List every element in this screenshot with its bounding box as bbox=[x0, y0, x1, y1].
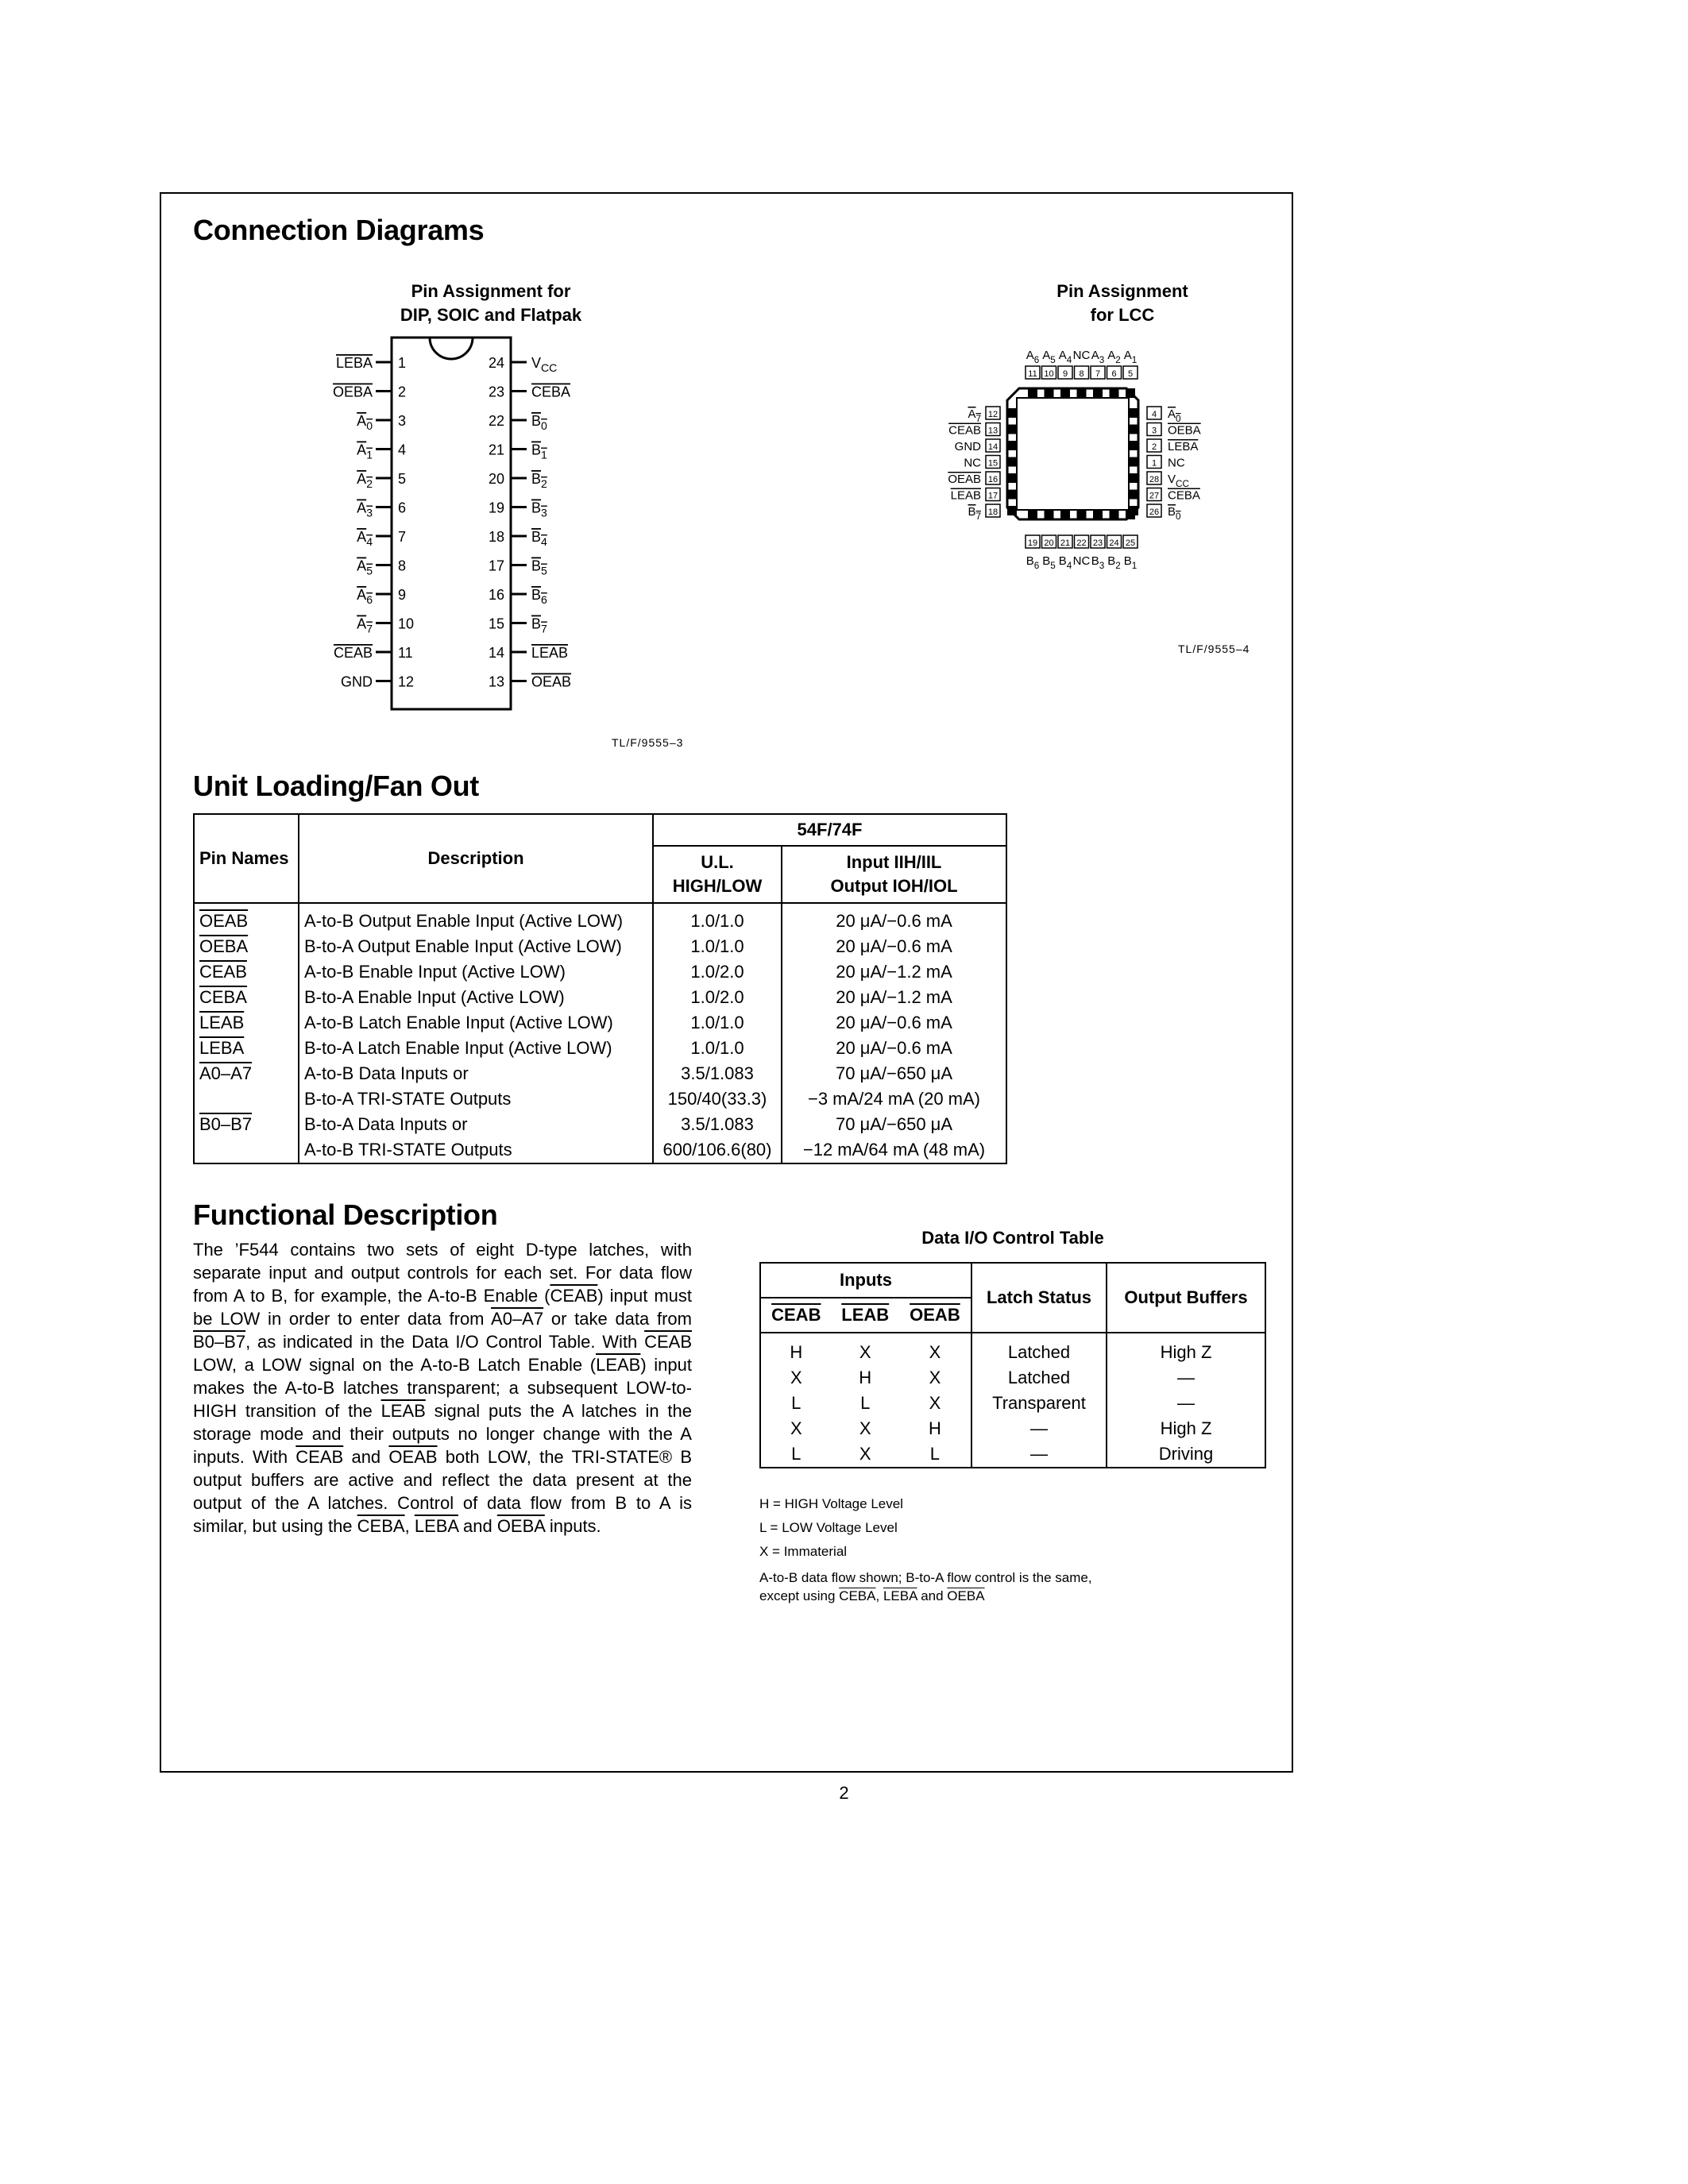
pin-label: $A_0$ bbox=[1168, 407, 1181, 424]
io-note-sep: , bbox=[875, 1588, 883, 1603]
table-row bbox=[194, 985, 1006, 1010]
data-io-control-table bbox=[759, 1262, 1266, 1468]
io-cell-leab: H bbox=[859, 1368, 872, 1387]
pin-label: NC bbox=[1168, 456, 1185, 470]
dip-pin-number: 17 bbox=[488, 558, 504, 574]
dip-pin-number: 22 bbox=[488, 413, 504, 429]
pin-label: $B_6$ bbox=[1026, 554, 1040, 571]
lcc-pad bbox=[1129, 408, 1138, 418]
io-cell-out: — bbox=[1107, 1365, 1265, 1391]
fd-signal-ceba: CEBA bbox=[357, 1516, 405, 1536]
dip-pin-number: 23 bbox=[488, 384, 504, 400]
pin-label: OEBA bbox=[1168, 423, 1201, 438]
lcc-pad bbox=[1007, 490, 1017, 500]
lcc-pin-number: 23 bbox=[1092, 538, 1103, 548]
cell-io: 20 μA/−1.2 mA bbox=[782, 985, 1006, 1010]
lcc-pin-number: 11 bbox=[1028, 369, 1037, 379]
cell-desc: B-to-A Data Inputs or bbox=[299, 1112, 653, 1137]
io-cell-ceab: L bbox=[760, 1441, 832, 1468]
table-row bbox=[194, 959, 1006, 985]
pin-label: $A_5$ bbox=[1042, 349, 1056, 365]
pin-label: $B_2$ bbox=[531, 471, 547, 490]
cell-pin: LEBA bbox=[194, 1036, 299, 1061]
col-unit-load bbox=[653, 846, 782, 903]
lcc-caption-line2: for LCC bbox=[1090, 305, 1155, 325]
pin-label: $A_2$ bbox=[357, 471, 373, 490]
pin-label: $B_7$ bbox=[968, 505, 981, 522]
cell-desc: A-to-B Data Inputs or bbox=[299, 1061, 653, 1086]
table-row bbox=[194, 903, 1006, 934]
lcc-pin-number: 26 bbox=[1149, 507, 1160, 517]
unit-loading-title: Unit Loading/Fan Out bbox=[193, 770, 479, 802]
table-row bbox=[760, 1365, 1265, 1391]
legend-immaterial: X = Immaterial bbox=[759, 1544, 848, 1559]
dip-caption bbox=[312, 280, 670, 327]
pin-label: GND bbox=[341, 673, 373, 690]
pin-label: $V_{CC}$ bbox=[1168, 473, 1189, 489]
io-cell-latch: — bbox=[971, 1416, 1107, 1441]
pin-label: $B_4$ bbox=[1058, 554, 1072, 571]
io-note-oeba: OEBA bbox=[947, 1588, 985, 1603]
fd-text-10: , bbox=[404, 1516, 415, 1536]
pin-label: CEAB bbox=[948, 423, 981, 438]
fd-text-2: ) input must be LOW in order to enter data from bbox=[193, 1286, 692, 1329]
cell-ul: 1.0/1.0 bbox=[653, 1010, 782, 1036]
legend-high: H = HIGH Voltage Level bbox=[759, 1496, 903, 1511]
io-cell-out: — bbox=[1107, 1391, 1265, 1416]
dip-right-pins bbox=[489, 355, 571, 690]
fd-signal-leba: LEBA bbox=[414, 1516, 458, 1536]
lcc-pin-number: 22 bbox=[1076, 538, 1087, 548]
io-note-text: except using bbox=[759, 1588, 840, 1603]
pin-label: $B_5$ bbox=[531, 558, 547, 577]
lcc-pin-number: 6 bbox=[1111, 369, 1117, 379]
io-cell-leab: X bbox=[859, 1418, 871, 1438]
fd-signal-leab: LEAB bbox=[596, 1355, 641, 1375]
io-cell-latch: Transparent bbox=[971, 1391, 1107, 1416]
pin-label: $A_6$ bbox=[1026, 349, 1040, 365]
pin-label: $A_7$ bbox=[357, 615, 373, 635]
lcc-pad bbox=[1077, 388, 1087, 398]
dip-pin-number: 11 bbox=[398, 645, 413, 661]
fd-text-11: and bbox=[458, 1516, 497, 1536]
dip-pin-number: 14 bbox=[488, 645, 504, 661]
io-cell-ceab: X bbox=[760, 1416, 832, 1441]
pin-label: $A_0$ bbox=[357, 413, 373, 432]
col-group-54f74f: 54F/74F bbox=[653, 814, 1006, 846]
pin-label: $V_{CC}$ bbox=[531, 355, 558, 374]
dip-left-pins bbox=[333, 355, 414, 690]
cell-io: 20 μA/−0.6 mA bbox=[782, 903, 1006, 934]
lcc-pad bbox=[1007, 457, 1017, 467]
pin-label: CEBA bbox=[1168, 488, 1200, 503]
lcc-reference-code: TL/F/9555–4 bbox=[1178, 642, 1250, 655]
lcc-pin-number: 7 bbox=[1095, 369, 1101, 379]
dip-reference-code: TL/F/9555–3 bbox=[612, 736, 684, 749]
cell-pin: CEBA bbox=[194, 985, 299, 1010]
lcc-pad bbox=[1007, 506, 1017, 515]
table-row bbox=[760, 1333, 1265, 1365]
pin-label: OEAB bbox=[948, 473, 981, 486]
lcc-body bbox=[1007, 388, 1138, 519]
cell-io: −3 mA/24 mA (20 mA) bbox=[782, 1086, 1006, 1112]
pin-label: NC bbox=[1072, 554, 1091, 568]
table-row bbox=[194, 1086, 1006, 1112]
io-col-ceab: CEAB bbox=[760, 1298, 832, 1333]
io-cell-ceab: L bbox=[760, 1391, 832, 1416]
io-table-title: Data I/O Control Table bbox=[921, 1228, 1104, 1248]
pin-label: $B_1$ bbox=[531, 442, 547, 461]
cell-desc: B-to-A TRI-STATE Outputs bbox=[299, 1086, 653, 1112]
lcc-pin-number: 2 bbox=[1151, 442, 1157, 452]
lcc-pad bbox=[1129, 473, 1138, 483]
io-cell-ceab: X bbox=[760, 1365, 832, 1391]
pin-label: $B_4$ bbox=[531, 529, 547, 548]
lcc-pin-number: 4 bbox=[1151, 410, 1157, 419]
lcc-pin-number: 9 bbox=[1062, 369, 1068, 379]
lcc-caption-line1: Pin Assignment bbox=[1056, 281, 1188, 301]
cell-ul: 3.5/1.083 bbox=[653, 1061, 782, 1086]
pin-label: $A_1$ bbox=[357, 442, 373, 461]
pin-label: $B_0$ bbox=[531, 413, 547, 432]
io-cell-oeab: X bbox=[929, 1342, 941, 1362]
lcc-pins bbox=[948, 349, 1200, 571]
cell-pin: LEAB bbox=[194, 1010, 299, 1036]
cell-ul: 1.0/2.0 bbox=[653, 959, 782, 985]
cell-ul: 1.0/1.0 bbox=[653, 934, 782, 959]
pin-label: $B_5$ bbox=[1042, 554, 1056, 571]
pin-label: $A_7$ bbox=[968, 407, 981, 424]
fd-signal-ceab: CEAB bbox=[644, 1332, 692, 1352]
dip-pin-number: 7 bbox=[398, 529, 407, 545]
cell-ul: 1.0/2.0 bbox=[653, 985, 782, 1010]
lcc-package-diagram bbox=[852, 345, 1297, 639]
lcc-pin-number: 21 bbox=[1060, 538, 1071, 548]
fd-signal-oeba: OEBA bbox=[496, 1516, 545, 1536]
pin-label: CEAB bbox=[333, 645, 373, 661]
cell-io: 20 μA/−1.2 mA bbox=[782, 959, 1006, 985]
cell-desc: B-to-A Output Enable Input (Active LOW) bbox=[299, 934, 653, 959]
legend-low: L = LOW Voltage Level bbox=[759, 1520, 898, 1535]
fd-signal-ceab: CEAB bbox=[550, 1286, 598, 1306]
dip-pin-number: 5 bbox=[398, 471, 407, 487]
io-col-leab: LEAB bbox=[832, 1298, 899, 1333]
lcc-pin-number: 13 bbox=[987, 426, 999, 436]
io-cell-latch: Latched bbox=[971, 1365, 1107, 1391]
dip-pin-number: 20 bbox=[488, 471, 504, 487]
col-unit-load-line1: U.L. bbox=[701, 852, 734, 872]
dip-pin-number: 6 bbox=[398, 500, 407, 516]
io-cell-latch: Latched bbox=[971, 1333, 1107, 1365]
lcc-pin-number: 24 bbox=[1109, 538, 1119, 548]
page-number: 2 bbox=[839, 1783, 849, 1803]
io-col-latch-status: Latch Status bbox=[971, 1263, 1107, 1333]
lcc-pin-number: 20 bbox=[1044, 538, 1054, 548]
lcc-pin-number: 5 bbox=[1127, 369, 1134, 379]
lcc-pad bbox=[1028, 510, 1037, 519]
io-cell-out: High Z bbox=[1107, 1416, 1265, 1441]
dip-caption-line1: Pin Assignment for bbox=[411, 281, 571, 301]
lcc-pad bbox=[1045, 388, 1054, 398]
lcc-pad bbox=[1093, 388, 1103, 398]
lcc-pad bbox=[1077, 510, 1087, 519]
fd-text-6: ) input makes the A-to-B latches transparent; a subsequent LOW-to-HIGH transition of the bbox=[193, 1355, 692, 1421]
cell-ul: 3.5/1.083 bbox=[653, 1112, 782, 1137]
lcc-pad bbox=[1129, 506, 1138, 515]
pin-label: OEAB bbox=[531, 673, 572, 690]
pin-label: $B_3$ bbox=[531, 500, 547, 519]
lcc-pad bbox=[1007, 473, 1017, 483]
lcc-pin-number: 12 bbox=[987, 410, 999, 419]
unit-loading-table bbox=[193, 813, 1007, 1164]
pin-label: NC bbox=[1072, 349, 1091, 362]
fd-text-4: , as indicated in the Data I/O Control Table. With bbox=[245, 1332, 645, 1352]
lcc-pad bbox=[1129, 441, 1138, 450]
lcc-pad bbox=[1110, 388, 1119, 398]
pin-label: $A_5$ bbox=[357, 558, 373, 577]
fd-signal-b0-b7: B0–B7 bbox=[193, 1332, 246, 1352]
table-row bbox=[194, 1137, 1006, 1163]
cell-ul: 1.0/1.0 bbox=[653, 903, 782, 934]
io-note-ceba: CEBA bbox=[839, 1588, 876, 1603]
cell-io: 20 μA/−0.6 mA bbox=[782, 934, 1006, 959]
pin-label: $A_4$ bbox=[1058, 349, 1072, 365]
cell-io: −12 mA/64 mA (48 mA) bbox=[782, 1137, 1006, 1163]
page-frame bbox=[160, 192, 1293, 1773]
functional-description-title: Functional Description bbox=[193, 1198, 498, 1231]
lcc-pin-number: 18 bbox=[987, 507, 999, 517]
table-row bbox=[194, 1061, 1006, 1086]
pin-label: LEAB bbox=[950, 488, 981, 503]
cell-ul: 600/106.6(80) bbox=[653, 1137, 782, 1163]
cell-desc: B-to-A Latch Enable Input (Active LOW) bbox=[299, 1036, 653, 1061]
pin-label: OEBA bbox=[332, 384, 373, 400]
pin-label: LEBA bbox=[335, 355, 373, 371]
io-cell-oeab: H bbox=[928, 1418, 941, 1438]
fd-text-3: or take data from bbox=[543, 1309, 692, 1329]
io-cell-leab: L bbox=[860, 1393, 871, 1413]
fd-text-9: both LOW, the TRI-STATE® B output buffers are active and reflect the data present at the output of the A latches. Control of data flow from B to A is similar, but using the bbox=[193, 1447, 693, 1536]
cell-pin: B0–B7 bbox=[194, 1112, 299, 1137]
lcc-pin-number: 1 bbox=[1151, 458, 1157, 469]
lcc-pad bbox=[1129, 490, 1138, 500]
cell-pin: A0–A7 bbox=[194, 1061, 299, 1086]
pin-label: $B_3$ bbox=[1091, 554, 1105, 571]
lcc-pin-number: 14 bbox=[987, 442, 999, 452]
lcc-pin-number: 27 bbox=[1149, 491, 1160, 501]
lcc-pin-number: 8 bbox=[1079, 369, 1084, 379]
lcc-pad bbox=[1060, 388, 1070, 398]
io-cell-leab: X bbox=[859, 1342, 871, 1362]
pin-label: CEBA bbox=[531, 384, 571, 400]
cell-io: 70 μA/−650 μA bbox=[782, 1112, 1006, 1137]
pin-label: LEAB bbox=[531, 645, 569, 661]
col-unit-load-line2: HIGH/LOW bbox=[672, 876, 763, 896]
cell-pin: OEAB bbox=[194, 903, 299, 934]
pin-label: $B_0$ bbox=[1168, 505, 1181, 522]
fd-signal-oeab: OEAB bbox=[388, 1447, 438, 1467]
dip-pin-number: 3 bbox=[398, 413, 407, 429]
dip-pin-number: 19 bbox=[488, 500, 504, 516]
pin-label: NC bbox=[964, 456, 981, 470]
cell-ul: 1.0/1.0 bbox=[653, 1036, 782, 1061]
dip-caption-line2: DIP, SOIC and Flatpak bbox=[400, 305, 582, 325]
col-input-output bbox=[782, 846, 1006, 903]
fd-signal-leab: LEAB bbox=[380, 1401, 426, 1421]
dip-pin-number: 15 bbox=[488, 615, 504, 632]
col-output-current: Output IOH/IOL bbox=[830, 876, 958, 896]
cell-io: 20 μA/−0.6 mA bbox=[782, 1036, 1006, 1061]
cell-desc: A-to-B Output Enable Input (Active LOW) bbox=[299, 903, 653, 934]
pin-label: $A_2$ bbox=[1107, 349, 1121, 365]
io-note-leba: LEBA bbox=[883, 1588, 917, 1603]
io-cell-oeab: L bbox=[899, 1441, 971, 1468]
col-description: Description bbox=[299, 814, 653, 903]
dip-pin-number: 2 bbox=[398, 384, 407, 400]
cell-io: 70 μA/−650 μA bbox=[782, 1061, 1006, 1086]
pin-label: $B_6$ bbox=[531, 587, 547, 606]
table-row bbox=[194, 934, 1006, 959]
table-row bbox=[760, 1416, 1265, 1441]
cell-pin bbox=[194, 1137, 299, 1163]
lcc-caption bbox=[956, 280, 1289, 327]
pin-label: $A_3$ bbox=[357, 500, 373, 519]
io-col-output-buffers: Output Buffers bbox=[1107, 1263, 1265, 1333]
dip-pin-number: 10 bbox=[398, 615, 415, 632]
lcc-pad bbox=[1093, 510, 1103, 519]
lcc-pad bbox=[1028, 388, 1037, 398]
lcc-pin-number: 19 bbox=[1027, 538, 1038, 548]
lcc-pad bbox=[1007, 441, 1017, 450]
connection-diagrams-title: Connection Diagrams bbox=[193, 214, 485, 246]
cell-desc: B-to-A Enable Input (Active LOW) bbox=[299, 985, 653, 1010]
pin-label: $B_2$ bbox=[1107, 554, 1121, 571]
dip-pin-number: 1 bbox=[398, 355, 407, 371]
dip-pin-number: 13 bbox=[488, 673, 504, 690]
io-table-note bbox=[759, 1569, 1092, 1605]
dip-pin-number: 24 bbox=[488, 355, 504, 371]
table-row bbox=[194, 1010, 1006, 1036]
lcc-pad bbox=[1129, 457, 1138, 467]
lcc-pin-number: 17 bbox=[987, 491, 999, 501]
io-note-line2 bbox=[759, 1587, 1092, 1605]
pin-label: $A_6$ bbox=[357, 587, 373, 606]
lcc-pad bbox=[1007, 408, 1017, 418]
lcc-pin-number: 10 bbox=[1044, 369, 1054, 379]
pin-label: $A_1$ bbox=[1123, 349, 1138, 365]
io-cell-out: High Z bbox=[1107, 1333, 1265, 1365]
fd-text-1: The ’F544 contains two sets of eight D-type latches, with separate input and output controls for each set. For data flow from A to B, for example, the A-to-B Enable ( bbox=[193, 1240, 692, 1306]
lcc-pad bbox=[1060, 510, 1070, 519]
pin-label: $B_7$ bbox=[531, 615, 547, 635]
dip-pin-number: 12 bbox=[398, 673, 415, 690]
pin-label: $A_4$ bbox=[357, 529, 373, 548]
lcc-pin-number: 3 bbox=[1151, 426, 1157, 436]
col-pin-names: Pin Names bbox=[194, 814, 299, 903]
lcc-pad bbox=[1110, 510, 1119, 519]
fd-text-8: and bbox=[343, 1447, 389, 1467]
fd-signal-a0-a7: A0–A7 bbox=[491, 1309, 544, 1329]
io-col-oeab: OEAB bbox=[899, 1298, 971, 1333]
cell-desc: A-to-B Latch Enable Input (Active LOW) bbox=[299, 1010, 653, 1036]
fd-text-7: signal puts the A latches in the storage mode and their outputs no longer change with the A inputs. With bbox=[193, 1401, 693, 1467]
fd-text-12: inputs. bbox=[544, 1516, 601, 1536]
table-row bbox=[760, 1441, 1265, 1468]
table-row bbox=[760, 1391, 1265, 1416]
cell-pin: OEBA bbox=[194, 934, 299, 959]
dip-pin-number: 18 bbox=[488, 529, 504, 545]
lcc-pin-number: 15 bbox=[987, 458, 999, 469]
dip-package-diagram bbox=[296, 335, 598, 780]
io-cell-leab: X bbox=[832, 1441, 899, 1468]
dip-pin-number: 16 bbox=[488, 587, 504, 603]
io-cell-oeab: X bbox=[929, 1368, 941, 1387]
cell-desc: A-to-B Enable Input (Active LOW) bbox=[299, 959, 653, 985]
lcc-pad bbox=[1129, 425, 1138, 434]
io-cell-out: Driving bbox=[1107, 1441, 1265, 1468]
col-input-current: Input IIH/IIL bbox=[846, 852, 942, 872]
lcc-pin-number: 28 bbox=[1149, 475, 1160, 484]
dip-pin-number: 8 bbox=[398, 558, 407, 574]
fd-signal-ceab: CEAB bbox=[295, 1447, 344, 1467]
io-cell-ceab: H bbox=[760, 1333, 832, 1365]
cell-desc: A-to-B TRI-STATE Outputs bbox=[299, 1137, 653, 1163]
pin-label: $A_3$ bbox=[1091, 349, 1105, 365]
lcc-pin-number: 16 bbox=[987, 475, 999, 484]
io-cell-latch: — bbox=[971, 1441, 1107, 1468]
fd-text-5: LOW, a LOW signal on the A-to-B Latch Enable ( bbox=[193, 1355, 597, 1375]
dip-pin-number: 9 bbox=[398, 587, 407, 603]
io-cell-oeab: X bbox=[929, 1393, 941, 1413]
dip-pin-number: 21 bbox=[488, 442, 504, 458]
functional-description-text bbox=[193, 1238, 692, 1538]
io-note-line1: A-to-B data flow shown; B-to-A flow control is the same, bbox=[759, 1570, 1092, 1585]
cell-pin: CEAB bbox=[194, 959, 299, 985]
pin-label: $B_1$ bbox=[1123, 554, 1138, 571]
dip-pin-number: 4 bbox=[398, 442, 407, 458]
table-row bbox=[194, 1112, 1006, 1137]
lcc-pad bbox=[1126, 388, 1135, 398]
pin-label: LEBA bbox=[1168, 440, 1199, 453]
pin-label: GND bbox=[954, 440, 981, 453]
table-row bbox=[194, 1036, 1006, 1061]
lcc-pin-number: 25 bbox=[1125, 538, 1136, 548]
io-col-inputs: Inputs bbox=[760, 1263, 971, 1298]
cell-pin bbox=[194, 1086, 299, 1112]
cell-ul: 150/40(33.3) bbox=[653, 1086, 782, 1112]
lcc-pad bbox=[1007, 425, 1017, 434]
lcc-pad bbox=[1045, 510, 1054, 519]
io-note-and: and bbox=[917, 1588, 948, 1603]
cell-io: 20 μA/−0.6 mA bbox=[782, 1010, 1006, 1036]
